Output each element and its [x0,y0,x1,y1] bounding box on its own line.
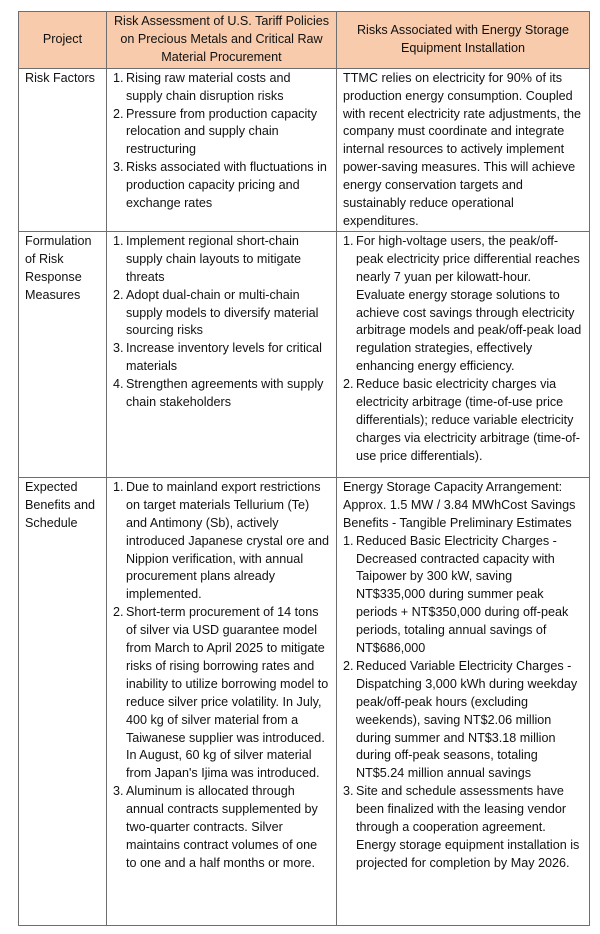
risk-assessment-table [18,11,590,926]
item-number: 1. [343,233,354,248]
item-number: 3. [113,784,124,799]
table-row-response-measures [19,231,590,477]
item-text: Site and schedule assessments have been finalized with the leasing vendor through a cooperation agreement. Energy storage equipment installation is projected for completion by May 2026. [356,784,580,870]
item-number: 4. [113,377,124,392]
numbered-list [343,533,583,873]
item-text: Reduced Variable Electricity Charges - Dispatching 3,000 kWh during weekday peak/off-peak hours (excluding weekends), saving NT$2.06 million during summer and NT$3.18 million during off-peak seasons, totaling NT$5.24 million annual savings [356,658,578,781]
item-text: Risks associated with fluctuations in production capacity pricing and exchange rates [126,160,327,211]
row-label: Formulation of Risk Response Measures [19,231,107,477]
tariff-cell [107,477,337,925]
item-number: 3. [343,784,354,799]
list-item [113,376,330,412]
item-text: Adopt dual-chain or multi-chain supply models to diversify material sourcing risks [126,287,319,338]
numbered-list [343,233,583,466]
cell-paragraph: Energy Storage Capacity Arrangement: Approx. 1.5 MW / 3.84 MWhCost Savings Benefits - Tangible Preliminary Estimates [343,479,576,530]
item-text: Due to mainland export restrictions on target materials Tellurium (Te) and Antimony (Sb), actively introduced Japanese crystal ore and Nippion verification, with annual procurement plans already implemented. [126,479,330,602]
numbered-list [113,479,330,873]
list-item [343,376,583,466]
row-label: Expected Benefits and Schedule [19,477,107,925]
item-number: 2. [343,658,354,673]
row-label: Risk Factors [19,68,107,231]
cell-paragraph: TTMC relies on electricity for 90% of its production energy consumption. Coupled with recent electricity rate adjustments, the company must coordinate and integrate internal resources to actively implement power-saving measures. This will achieve energy conservation targets and sustainably reduce operational expenditures. [343,70,581,228]
item-number: 1. [113,70,124,85]
list-item [113,783,330,873]
item-text: For high-voltage users, the peak/off-peak electricity price differential reaches nearly 7 yuan per kilowatt-hour. Evaluate energy storage solutions to achieve cost savings through electricity arbitrage models and peak/off-peak load regulation strategies, effectively enhancing energy efficiency. [356,233,582,374]
list-item [113,159,330,213]
item-number: 2. [113,106,124,121]
item-text: Aluminum is allocated through annual contracts supplemented by two-quarter contracts. Silver maintains contract volumes of one to one and a half months or more. [126,784,318,870]
header-row [19,12,590,69]
item-text: Short-term procurement of 14 tons of silver via USD guarantee model from March to April 2025 to mitigate risks of rising borrowing rates and inability to utilize borrowing model to reduce silver price volatility. In July, 400 kg of silver material from a Taiwanese supplier was introduced. In August, 60 kg of silver material from Japan's Ijima was introduced. [126,605,329,781]
item-number: 2. [343,377,354,392]
header-energy-storage-risk: Risks Associated with Energy Storage Equipment Installation [337,12,590,69]
list-item [113,106,330,160]
numbered-list [113,70,330,213]
list-item [113,70,330,106]
item-number: 3. [113,160,124,175]
list-item [343,533,583,658]
item-text: Reduced Basic Electricity Charges - Decreased contracted capacity with Taipower by 300 kW, saving NT$335,000 during summer peak periods + NT$350,000 during off-peak periods, totaling annual savings of NT$686,000 [356,533,569,656]
item-number: 2. [113,287,124,302]
header-project: Project [19,12,107,69]
header-tariff-risk: Risk Assessment of U.S. Tariff Policies on Precious Metals and Critical Raw Material Procurement [107,12,337,69]
item-number: 1. [113,479,124,494]
tariff-cell [107,231,337,477]
item-text: Increase inventory levels for critical materials [126,341,322,374]
list-item [113,604,330,783]
numbered-list [113,233,330,412]
tariff-cell [107,68,337,231]
item-number: 1. [113,233,124,248]
item-text: Strengthen agreements with supply chain stakeholders [126,377,324,410]
list-item [343,658,583,783]
list-item [343,233,583,376]
item-number: 3. [113,341,124,356]
item-number: 2. [113,605,124,620]
table-row-risk-factors [19,68,590,231]
table-row-expected-benefits [19,477,590,925]
list-item [113,340,330,376]
energy-cell [337,231,590,477]
energy-cell [337,68,590,231]
item-number: 1. [343,533,354,548]
list-item [113,479,330,604]
list-item [113,287,330,341]
item-text: Rising raw material costs and supply chain disruption risks [126,70,291,103]
list-item [113,233,330,287]
energy-cell [337,477,590,925]
item-text: Reduce basic electricity charges via electricity arbitrage (time-of-use price differentials); reduce variable electricity charges via electricity arbitrage (time-of-use price differentials). [356,377,580,463]
item-text: Pressure from production capacity relocation and supply chain restructuring [126,106,318,157]
item-text: Implement regional short-chain supply chain layouts to mitigate threats [126,233,302,284]
list-item [343,783,583,873]
